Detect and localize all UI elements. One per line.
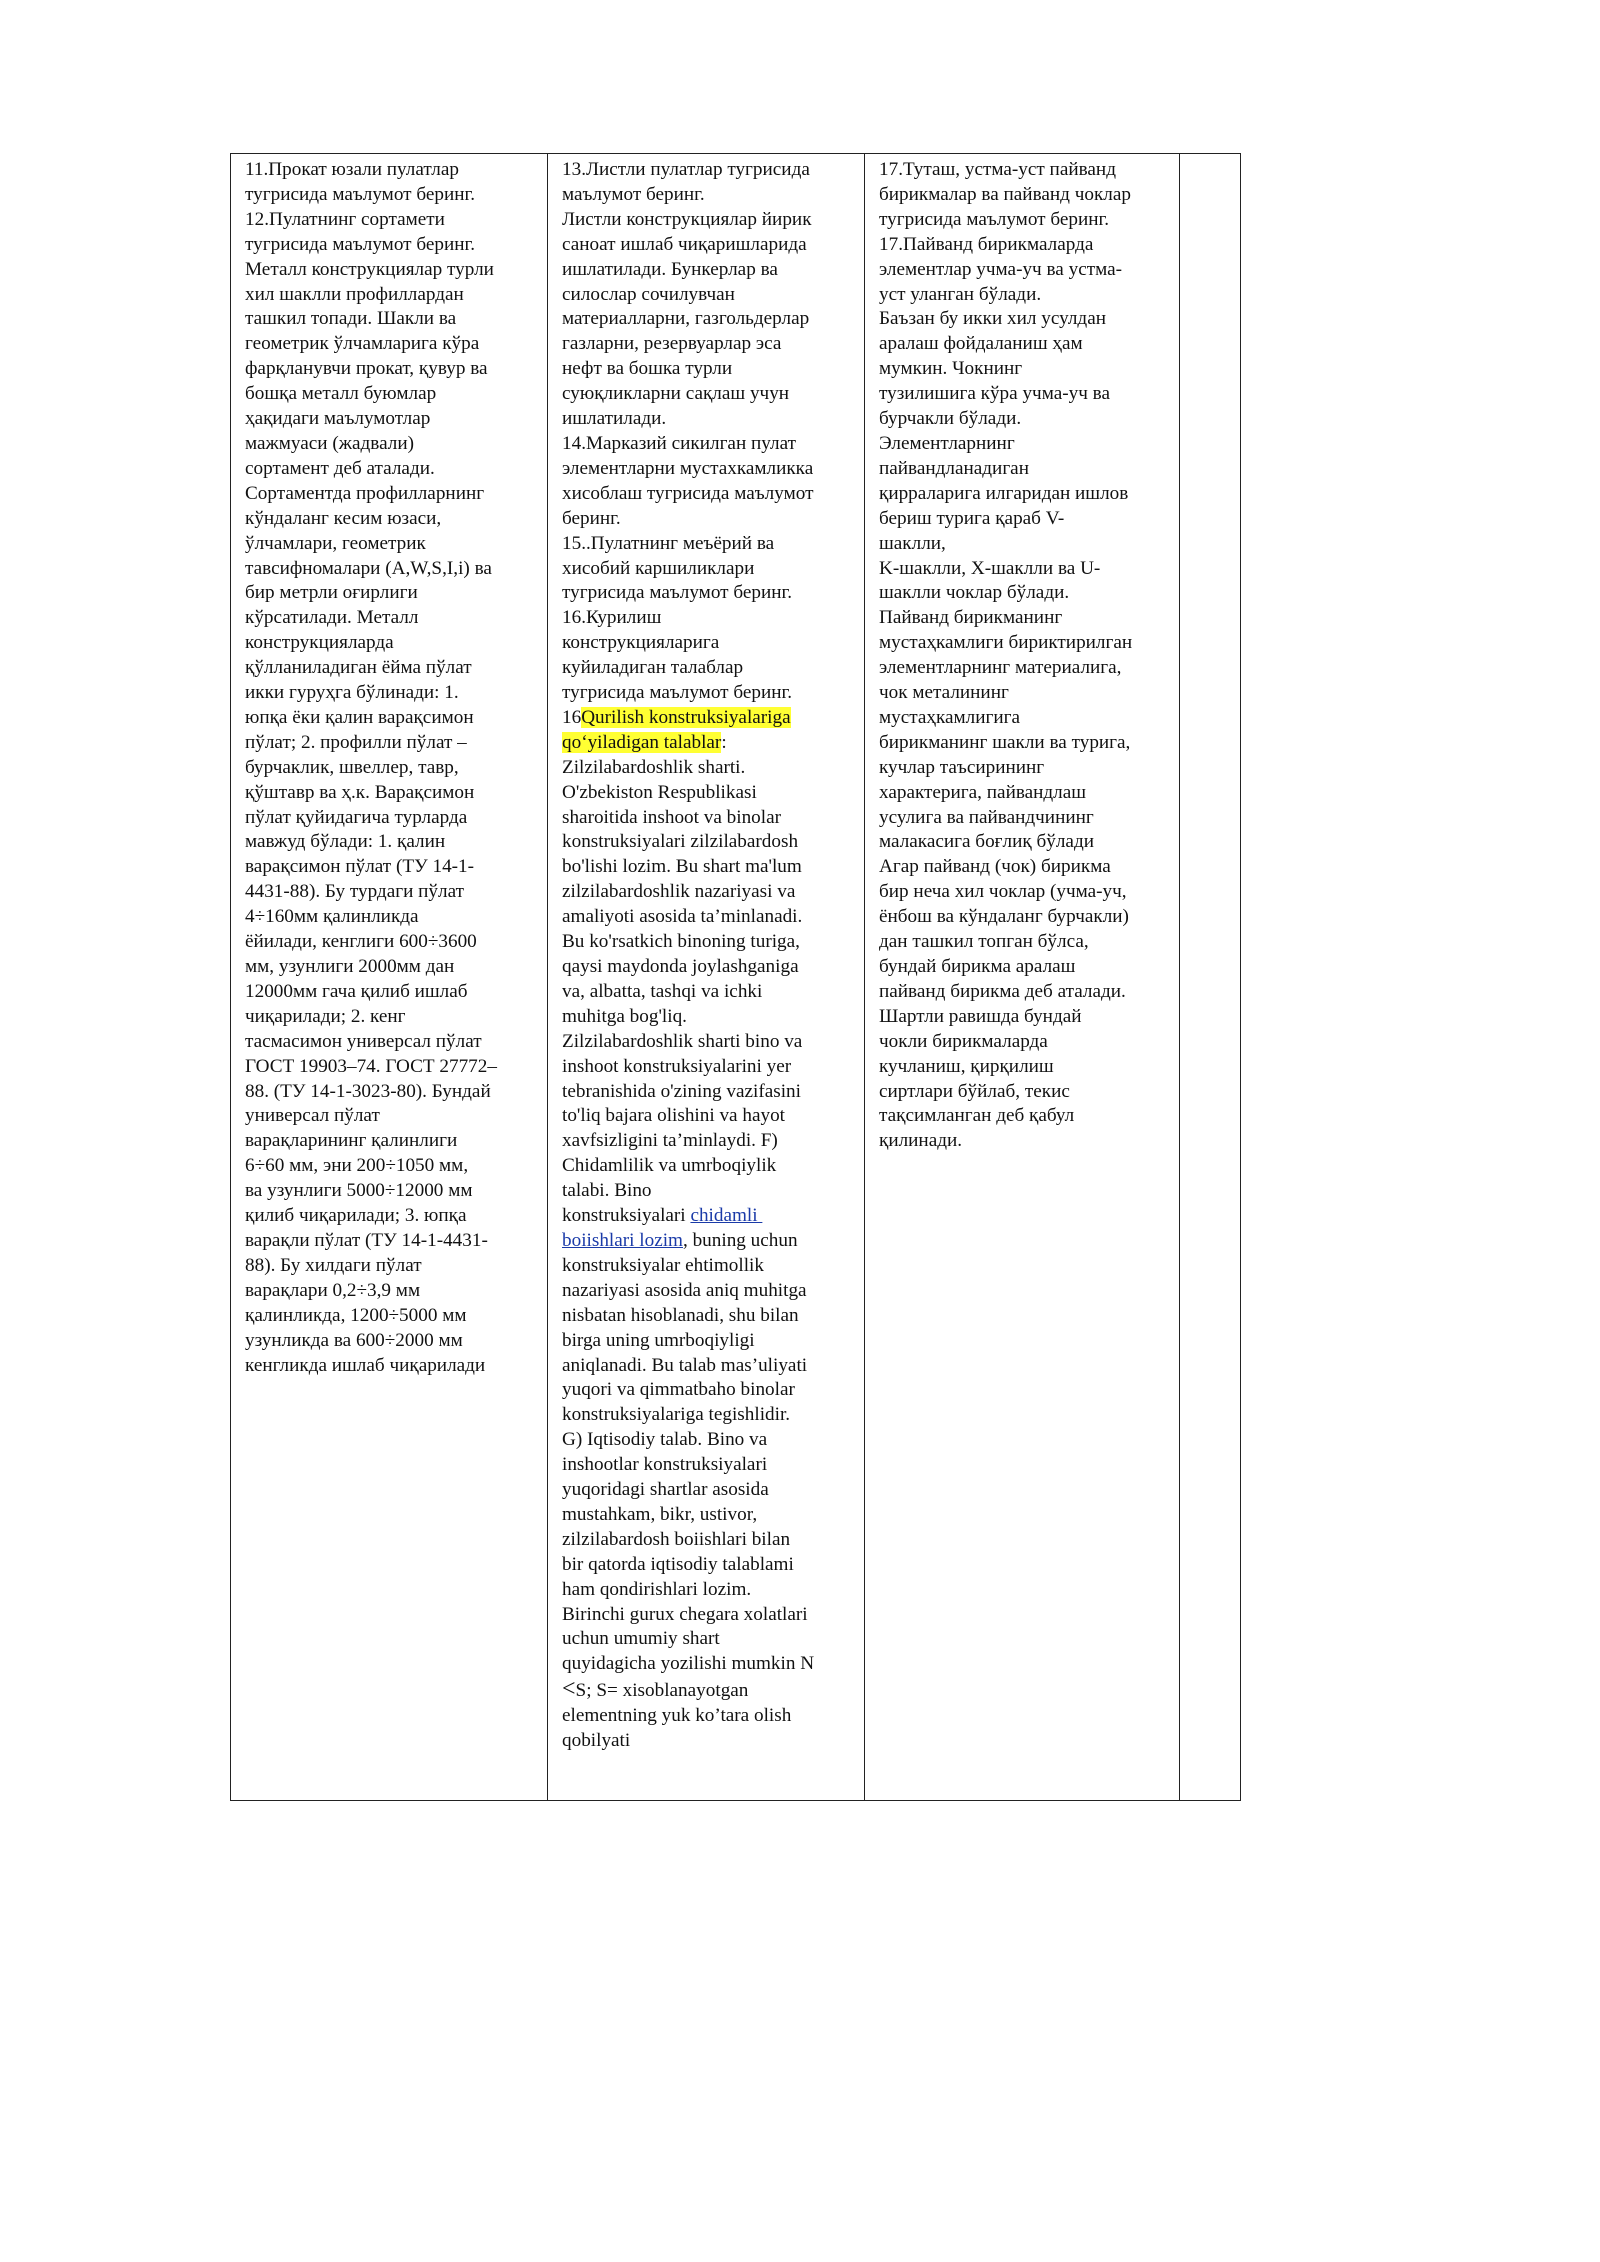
text-line: 12.Пулатнинг сортамети (245, 208, 445, 230)
highlight: Qurilish konstruksiyalariga (581, 706, 791, 728)
text-line: 15..Пулатнинг меъёрий ва (562, 532, 775, 554)
text-line: mustahkam, bikr, ustivor, (562, 1503, 758, 1525)
text-line: 4÷160мм қалинликда (245, 906, 419, 928)
text-line: bir qatorda iqtisodiy talablami (562, 1553, 794, 1575)
text-line: конструкцияларига (562, 632, 720, 654)
text-line: tebranishida o'zining vazifasini (562, 1080, 801, 1102)
text-line: nazariyasi asosida aniq muhitga (562, 1279, 807, 1301)
column-1-cell (231, 154, 548, 1801)
text-line: узунликда ва 600÷2000 мм (245, 1329, 463, 1351)
text-line: сортамент деб аталади. (245, 457, 435, 479)
text-line: ўлчамлари, геометрик (245, 532, 426, 554)
questions-table (230, 153, 1241, 1801)
text-line: Баъзан бу икки хил усулдан (879, 308, 1106, 330)
text-line: шаклли чоклар бўлади. (879, 582, 1070, 604)
text-line: қилинади. (879, 1130, 963, 1152)
text-line: юпқа ёки қалин варақсимон (245, 706, 474, 728)
text-line: G) Iqtisodiy talab. Bino va (562, 1429, 768, 1451)
text-line: бир неча хил чоклар (учма-уч, (879, 881, 1127, 903)
text-line: 13.Листли пулатлар тугрисида (562, 159, 810, 180)
text-line: aniqlanadi. Bu talab mas’uliyati (562, 1354, 808, 1376)
text-line: 14.Марказий сикилган пулат (562, 432, 797, 454)
text-line: аралаш фойдаланиш ҳам (879, 333, 1083, 355)
text-line: варақларининг қалинлиги (245, 1130, 458, 1152)
text-line: бошқа металл буюмлар (245, 383, 437, 405)
text-line: birga uning umrboqiyligi (562, 1329, 755, 1351)
text-line: кенгликда ишлаб чиқарилади (245, 1354, 486, 1376)
text-line: qaysi maydonda joylashganiga (562, 956, 799, 977)
text-line: элементларни мустахкамликка (562, 457, 814, 479)
text-line: inshootlar konstruksiyalari (562, 1454, 768, 1476)
text-line: K-шаклли, X-шаклли ва U- (879, 557, 1101, 579)
text-line: бурчаклик, швеллер, тавр, (245, 756, 459, 778)
text-line: хил шаклли профиллардан (245, 283, 464, 305)
column-2-cell (548, 154, 865, 1801)
link-line-1: konstruksiyalari chidamli (562, 1205, 763, 1227)
text-line: тугрисида маълумот беринг. (879, 208, 1110, 230)
text-line: Zilzilabardoshlik sharti. (562, 756, 746, 778)
text-line: тугрисида маълумот беринг. (245, 183, 476, 205)
text-line: бир метрли оғирлиги (245, 582, 418, 604)
text-line: ишлатилади. (562, 408, 667, 430)
text-line: бериш турига қараб V- (879, 507, 1065, 529)
text-line: 4431-88). Бу турдаги пўлат (245, 881, 464, 903)
text-line: қилиб чиқарилади; 3. юпқа (245, 1205, 467, 1227)
column-2-text-d (562, 1704, 850, 1754)
text-line: хисобий каршиликлари (562, 557, 755, 579)
text-line: yuqoridagi shartlar asosida (562, 1479, 769, 1501)
text-line: bo'lishi lozim. Bu shart ma'lum (562, 856, 802, 878)
text-line: хисоблаш тугрисида маълумот (562, 482, 814, 504)
text-line: фарқланувчи прокат, қувур ва (245, 358, 488, 380)
text-line: кўрсатилади. Металл (245, 607, 419, 629)
text-line: ёнбош ва кўндаланг бурчакли) (879, 906, 1129, 928)
text-line: to'liq bajara olishini va hayot (562, 1105, 785, 1127)
column-2-text-a (562, 158, 850, 706)
formula-line: <S; S= xisoblanayotgan (562, 1676, 749, 1703)
text-line: qobilyati (562, 1730, 631, 1752)
column-3-cell (865, 154, 1180, 1801)
text-line: пайванд бирикма деб аталади. (879, 980, 1126, 1002)
text-line: Элементларнинг (879, 432, 1015, 454)
text-line: элементлар учма-уч ва устма- (879, 258, 1123, 280)
text-line: тугрисида маълумот беринг. (562, 582, 793, 604)
text-line: тақсимланган деб қабул (879, 1105, 1075, 1127)
text-line: варақли пўлат (ТУ 14-1-4431- (245, 1229, 488, 1251)
text-line: мавжуд бўлади: 1. қалин (245, 831, 446, 853)
text-line: бирикмалар ва пайванд чоклар (879, 183, 1131, 205)
text-line: сиртлари бўйлаб, текис (879, 1080, 1070, 1102)
text-line: мм, узунлиги 2000мм дан (245, 956, 455, 977)
table-row (231, 154, 1241, 1801)
text-line: elementning yuk ko’tara olish (562, 1705, 792, 1727)
text-line: чиқарилади; 2. кенг (245, 1005, 406, 1027)
text-line: ҳақидаги маълумотлар (245, 408, 431, 430)
text-line: 6÷60 мм, эни 200÷1050 мм, (245, 1155, 469, 1177)
text-line: беринг. (562, 507, 621, 529)
text-line: va, albatta, tashqi va ichki (562, 980, 763, 1002)
text-line: қўштавр ва ҳ.к. Варақсимон (245, 781, 475, 803)
text-line: sharoitida inshoot va binolar (562, 806, 782, 828)
text-line: мумкин. Чокнинг (879, 358, 1023, 380)
text-line: ham qondirishlari lozim. (562, 1578, 752, 1600)
text-line: тузилишига кўра учма-уч ва (879, 383, 1110, 405)
text-line: 88. (ТУ 14-1-3023-80). Бундай (245, 1080, 491, 1102)
hyperlink-part-1[interactable]: chidamli (690, 1205, 763, 1227)
text-line: элементларнинг материалига, (879, 657, 1122, 679)
text-line: силослар сочилувчан (562, 283, 735, 305)
column-2-text-b (562, 756, 850, 1204)
text-line: Шартли равишда бундай (879, 1005, 1082, 1027)
text-line: мажмуаси (жадвали) (245, 432, 415, 454)
text-line: zilzilabardoshlik nazariyasi va (562, 881, 796, 903)
text-line: газларни, резервуарлар эса (562, 333, 782, 355)
text-line: конструкцияларда (245, 632, 394, 654)
text-line: геометрик ўлчамларига кўра (245, 333, 480, 355)
column-2-text-c (562, 1254, 850, 1677)
text-line: мустаҳкамлигига (879, 706, 1021, 728)
text-line: nisbatan hisoblanadi, shu bilan (562, 1304, 799, 1326)
text-line: 12000мм гача қилиб ишлаб (245, 980, 468, 1002)
text-line: шаклли, (879, 532, 946, 554)
text-line: zilzilabardosh boiishlari bilan (562, 1528, 791, 1550)
text-line: нефт ва бошка турли (562, 358, 733, 380)
text-line: қирраларига илгаридан ишлов (879, 482, 1129, 504)
text-line: бирикманинг шакли ва турига, (879, 731, 1131, 753)
highlighted-heading-line-1: 16Qurilish konstruksiyalariga (562, 706, 791, 728)
text-line: Chidamlilik va umrboqiylik (562, 1155, 777, 1177)
column-3-text (879, 158, 1165, 1154)
text-line: кўндаланг кесим юзаси, (245, 507, 442, 529)
text-line: 11.Прокат юзали пулатлар (245, 159, 459, 180)
text-line: кучланиш, қирқилиш (879, 1055, 1054, 1077)
text-line: Zilzilabardoshlik sharti bino va (562, 1030, 803, 1052)
text-line: бурчакли бўлади. (879, 408, 1022, 430)
text-line: пайвандланадиган (879, 457, 1029, 479)
text-line: саноат ишлаб чиқаришларида (562, 233, 807, 255)
text-line: универсал пўлат (245, 1105, 380, 1127)
text-line: кучлар таъсирининг (879, 756, 1045, 778)
text-line: малакасига боғлиқ бўлади (879, 831, 1094, 853)
less-than-symbol: < (562, 1676, 576, 1703)
link-line-2: boiishlari lozim, buning uchun (562, 1229, 798, 1251)
text-line: суюқликларни сақлаш учун (562, 383, 790, 405)
text-line: ва узунлиги 5000÷12000 мм (245, 1180, 473, 1202)
text-line: muhitga bog'liq. (562, 1005, 687, 1027)
column-1-text (245, 158, 533, 1378)
text-line: uchun umumiy shart (562, 1628, 720, 1650)
text-line: бундай бирикма аралаш (879, 956, 1076, 977)
text-line: konstruksiyalar ehtimollik (562, 1254, 764, 1276)
text-line: усулига ва пайвандчининг (879, 806, 1094, 828)
text-line: Агар пайванд (чок) бирикма (879, 856, 1111, 878)
text-line: тасмасимон универсал пўлат (245, 1030, 482, 1052)
text-line: ГОСТ 19903–74. ГОСТ 27772– (245, 1055, 497, 1077)
text-line: қўлланиладиган ёйма пўлат (245, 657, 472, 679)
text-line: 16.Курилиш (562, 607, 662, 629)
text-line: Birinchi gurux chegara xolatlari (562, 1603, 808, 1625)
column-4-empty-cell (1180, 154, 1241, 1801)
text-line: қалинликда, 1200÷5000 мм (245, 1304, 467, 1326)
text-line: маълумот беринг. (562, 183, 705, 205)
text-line: тавсифномалари (A,W,S,I,i) ва (245, 557, 492, 579)
text-line: чок металининг (879, 682, 1009, 704)
text-line: пўлат; 2. профилли пўлат – (245, 731, 467, 753)
text-line: konstruksiyalari zilzilabardosh (562, 831, 799, 853)
text-line: 88). Бу хилдаги пўлат (245, 1254, 422, 1276)
text-line: материалларни, газгольдерлар (562, 308, 810, 330)
highlighted-heading-line-2: qo‘yiladigan talablar: (562, 731, 727, 753)
text-line: чокли бирикмаларда (879, 1030, 1048, 1052)
text-line: уст уланган бўлади. (879, 283, 1042, 305)
text-line: характерига, пайвандлаш (879, 781, 1087, 803)
text-line: тугрисида маълумот беринг. (245, 233, 476, 255)
text-line: варақсимон пўлат (ТУ 14-1- (245, 856, 475, 878)
text-line: пўлат қуйидагича турларда (245, 806, 468, 828)
text-line: Пайванд бирикманинг (879, 607, 1063, 629)
text-line: Металл конструкциялар турли (245, 258, 494, 280)
text-line: ташкил топади. Шакли ва (245, 308, 457, 330)
text-line: Листли конструкциялар йирик (562, 208, 812, 230)
text-line: amaliyoti asosida ta’minlanadi. (562, 906, 803, 928)
text-line: 17.Пайванд бирикмаларда (879, 233, 1094, 255)
text-line: 17.Туташ, устма-уст пайванд (879, 159, 1116, 180)
text-line: куйиладиган талаблар (562, 657, 744, 679)
text-line: дан ташкил топган бўлса, (879, 931, 1089, 953)
text-line: Bu ko'rsatkich binoning turiga, (562, 931, 800, 953)
text-line: konstruksiyalariga tegishlidir. (562, 1404, 791, 1426)
text-line: xavfsizligini ta’minlaydi. F) (562, 1130, 778, 1152)
text-line: Сортаментда профилларнинг (245, 482, 485, 504)
text-line: ишлатилади. Бункерлар ва (562, 258, 778, 280)
text-line: O'zbekiston Respublikasi (562, 781, 757, 803)
text-line: икки гуруҳга бўлинади: 1. (245, 682, 459, 704)
text-line: мустаҳкамлиги бириктирилган (879, 632, 1133, 654)
highlight: qo‘yiladigan talablar (562, 731, 722, 753)
text-line: inshoot konstruksiyalarini yer (562, 1055, 792, 1077)
text-line: talabi. Bino (562, 1180, 652, 1202)
text-line: yuqori va qimmatbaho binolar (562, 1379, 795, 1401)
hyperlink-part-2[interactable]: boiishlari lozim (562, 1229, 683, 1251)
text-line: ёйилади, кенглиги 600÷3600 (245, 931, 477, 953)
text-line: quyidagicha yozilishi mumkin N (562, 1653, 815, 1675)
text-line: тугрисида маълумот беринг. (562, 682, 793, 704)
text-line: варақлари 0,2÷3,9 мм (245, 1279, 421, 1301)
